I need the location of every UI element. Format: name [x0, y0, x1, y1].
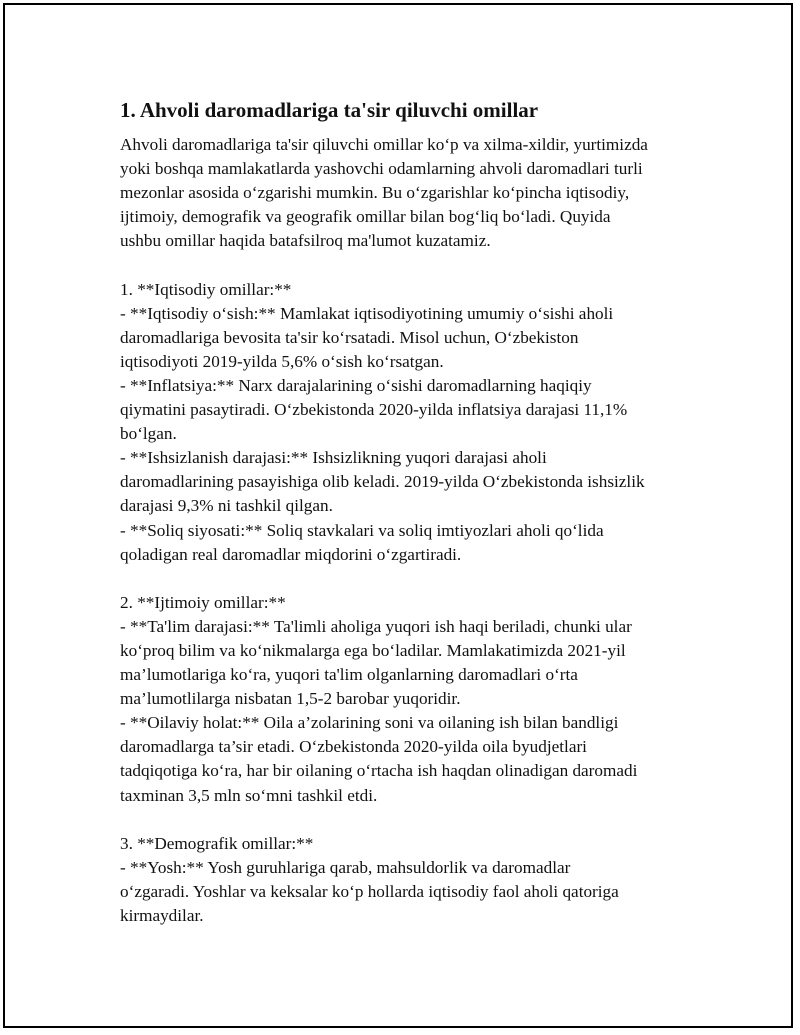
paragraph-gap — [120, 253, 710, 277]
section-heading-social: 2. **Ijtimoiy omillar:** — [120, 592, 286, 612]
list-item-family-status: - **Oilaviy holat:** Oila a’zolarining soni va oilaning ish bilan bandligi daromadlarga ta’sir etadi. O‘zbekistonda 2020-yilda oila byudjetlari tadqiqotiga ko‘ra, har bir oilaning o‘rtacha ish haqdan olinadigan daromadi taxminan 3,5 mln so‘mni tashkil etdi. — [120, 713, 638, 805]
document-title: 1. Ahvoli daromadlariga ta'sir qiluvchi omillar — [120, 98, 539, 122]
list-item-inflation: - **Inflatsiya:** Narx darajalarining o‘sishi daromadlarning haqiqiy qiymatini pasaytiradi. O‘zbekistonda 2020-yilda inflatsiya darajasi 11,1% bo‘lgan. — [120, 375, 628, 444]
document-page — [3, 3, 793, 1028]
section-heading-economic: 1. **Iqtisodiy omillar:** — [120, 279, 292, 299]
list-item-education: - **Ta'lim darajasi:** Ta'limli aholiga yuqori ish haqi beriladi, chunki ular ko‘proq bilim va ko‘nikmalarga ega bo‘ladilar. Mamlakatimizda 2021-yil ma’lumotlariga ko‘ra, yuqori ta'lim olganlarning daromadlari o‘rta ma’lumotlilarga nisbatan 1,5-2 barobar yuqoridir. — [120, 616, 632, 709]
section-heading-demographic: 3. **Demografik omillar:** — [120, 833, 314, 853]
list-item-age: - **Yosh:** Yosh guruhlariga qarab, mahsuldorlik va daromadlar o‘zgaradi. Yoshlar va keksalar ko‘p hollarda iqtisodiy faol aholi qatoriga kirmaydilar. — [120, 857, 619, 925]
list-item-unemployment: - **Ishsizlanish darajasi:** Ishsizlikning yuqori darajasi aholi daromadlarining pasayishiga olib keladi. 2019-yilda O‘zbekistonda ishsizlik darajasi 9,3% ni tashkil qilgan. — [120, 448, 645, 516]
document-content — [120, 97, 710, 928]
paragraph-gap — [120, 567, 710, 591]
intro-paragraph: Ahvoli daromadlariga ta'sir qiluvchi omillar ko‘p va xilma-xildir, yurtimizda yoki boshqa mamlakatlarda yashovchi odamlarning ahvoli daromadlari turli mezonlar asosida o‘zgarishi mumkin. Bu o‘zgarishlar ko‘pincha iqtisodiy, ijtimoiy, demografik va geografik omillar bilan bog‘liq bo‘ladi. Quyida ushbu omillar haqida batafsilroq ma'lumot kuzatamiz. — [120, 135, 648, 251]
paragraph-gap — [120, 808, 710, 832]
list-item-economic-growth: - **Iqtisodiy o‘sish:** Mamlakat iqtisodiyotining umumiy o‘sishi aholi daromadlariga bevosita ta'sir ko‘rsatadi. Misol uchun, O‘zbekiston iqtisodiyoti 2019-yilda 5,6% o‘sish ko‘rsatgan. — [120, 303, 614, 371]
list-item-tax-policy: - **Soliq siyosati:** Soliq stavkalari va soliq imtiyozlari aholi qo‘lida qoladigan real daromadlar miqdorini o‘zgartiradi. — [120, 520, 604, 564]
